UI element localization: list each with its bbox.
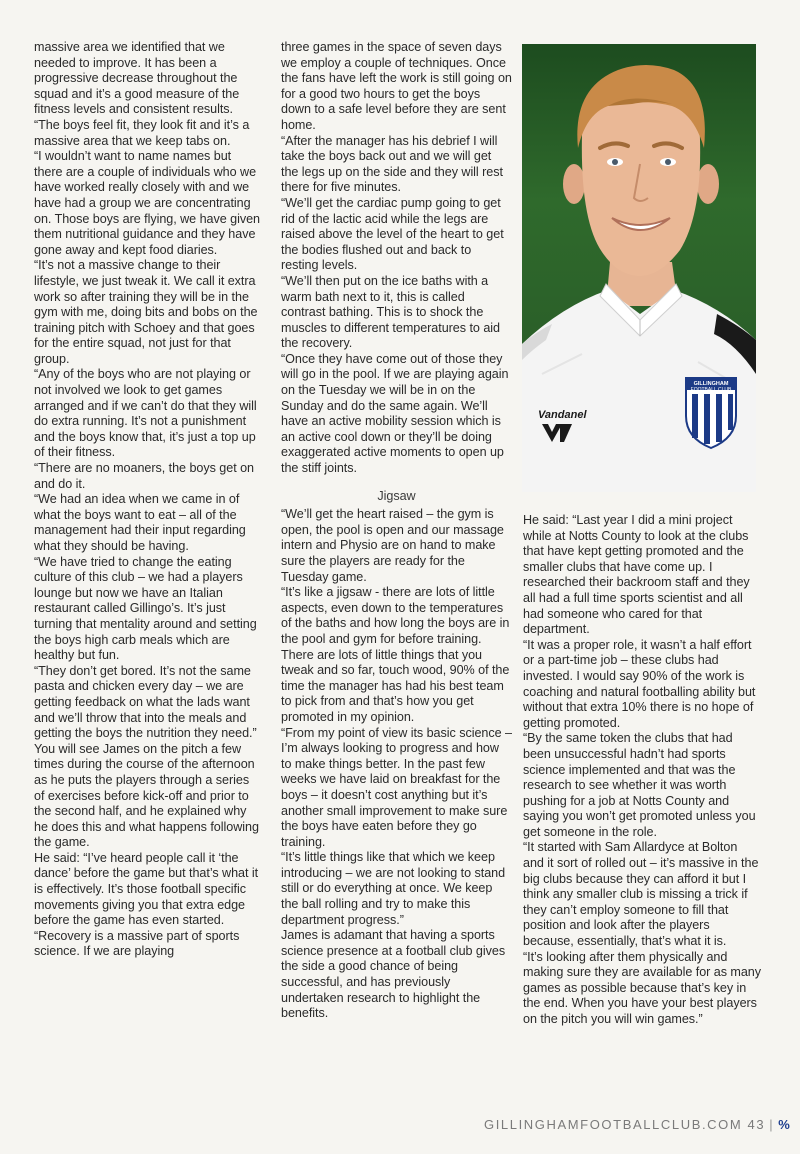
paragraph: “We’ll get the cardiac pump going to get rid of the lactic acid while the legs are raised above the level of the heart to get the bodies flushed out and back to resting levels.	[281, 195, 504, 273]
paragraph: “They don’t get bored. It’s not the same pasta and chicken every day – we are getting feedback on what the lads want and we’ll throw that into the meals and getting the boys the nutrition they need.”	[34, 663, 257, 741]
paragraph: “After the manager has his debrief I will take the boys back out and we will get the legs up on the side and they will rest there for five minutes.	[281, 133, 503, 195]
paragraph: “Once they have come out of those they will go in the pool. If we are playing again on the Tuesday we will be in on the Sunday and do the same again. We’ll have an active mobility session which is an active cool down or they’ll be doing exaggerated active moments to open up the stiff joints.	[281, 351, 509, 476]
player-portrait-illustration	[522, 44, 756, 492]
page-number: 43	[747, 1117, 766, 1132]
paragraph: “Recovery is a massive part of sports science. If we are playing	[34, 928, 240, 959]
footer-separator: |	[769, 1117, 775, 1132]
paragraph: “It’s little things like that which we keep introducing – we are not looking to stand still or do everything at once. We keep the ball rolling and try to make this department progress.”	[281, 850, 506, 927]
paragraph: “It’s not a massive change to their lifestyle, we just tweak it. We call it extra work so after training they will be in the gym with me, doing bits and bobs on the training pitch with Schoey and that goes for the entire squad, not just for that group.	[34, 258, 258, 366]
footer-mark-icon: %	[778, 1117, 790, 1132]
footer-site: GILLINGHAMFOOTBALLCLUB.COM	[484, 1117, 743, 1132]
paragraph: “By the same token the clubs that had been unsuccessful hadn’t had sports science implemented and that was the research to see whether it was worth pushing for a job at Notts County and saying you won’t get promoted unless you get someone in the role.	[523, 731, 756, 839]
paragraph: “It’s looking after them physically and making sure they are available for as many games as possible because that’s key in the end. When you have your best players on the pitch you will win games.”	[523, 949, 761, 1026]
paragraph: massive area we identified that we needed to improve. It has been a progressive decrease throughout the squad and it’s a good measure of the fitness levels and consistent results.	[34, 40, 240, 117]
paragraph: “There are no moaners, the boys get on and do it.	[34, 461, 255, 491]
paragraph: three games in the space of seven days we employ a couple of techniques. Once the fans have left the work is still going on for a good two hours to get the boys down to a safe level before they are sent home.	[281, 40, 512, 132]
paragraph: “We had an idea when we came in of what the boys want to eat – all of the management had their input regarding what they should be having.	[34, 492, 246, 553]
paragraph: “We’ll get the heart raised – the gym is open, the pool is open and our massage intern and Physio are on hand to make sure the players are ready for the Tuesday game.	[281, 507, 504, 584]
badge-text-line2: FOOTBALL CLUB	[690, 387, 732, 393]
sponsor-text: Vandanel	[538, 409, 587, 421]
club-badge	[686, 378, 736, 448]
page-footer	[484, 1117, 790, 1132]
paragraph: You will see James on the pitch a few times during the course of the afternoon as he puts the players through a series of exercises before kick-off and prior to the second half, and he explained why he does this and what happens following the game.	[34, 741, 259, 850]
paragraph: James is adamant that having a sports science presence at a football club gives the side a good chance of being successful, and has previously undertaken research to highlight the benefits.	[281, 928, 506, 1021]
paragraph: “From my point of view its basic science – I’m always looking to progress and how to make things better. In the past few weeks we have laid on breakfast for the boys – it doesn’t cost anything but it’s another small improvement to make sure the boys have eaten before they go training.	[281, 725, 512, 849]
paragraph: “It’s like a jigsaw - there are lots of little aspects, even down to the temperatures of the baths and how long the boys are in the pool and gym for before training. There are lots of little things that you tweak and so far, touch wood, 90% of the time the manager has had his best team to pick from and that’s how you get promoted in my opinion.	[281, 585, 510, 724]
column-1	[34, 40, 262, 960]
badge-text-line1: GILLINGHAM	[693, 381, 729, 387]
column-2	[281, 40, 512, 1022]
paragraph: He said: “Last year I did a mini project while at Notts County to look at the clubs that have kept getting promoted and the smaller clubs that have come up. I researched their backroom staff and they all had a full time sports scientist and all had someone who cared for that department.	[523, 513, 750, 637]
paragraph: “I wouldn’t want to name names but there are a couple of individuals who we have worked really closely with and we have had a group we are concentrating on. Those boys are flying, we have given them nutritional guidance and they have gone away and kept food diaries.	[34, 149, 260, 257]
paragraph: “Any of the boys who are not playing or not involved we look to get games arranged and if we can’t do that they will do extra running. It’s not a punishment and the boys know that, it’s just a top up of their fitness.	[34, 367, 257, 460]
paragraph: “We’ll then put on the ice baths with a warm bath next to it, this is called contrast bathing. This is to shock the muscles to different temperatures to aid the recovery.	[281, 273, 500, 351]
paragraph: “It started with Sam Allardyce at Bolton and it sort of rolled out – it’s massive in the big clubs because they can afford it but I think any smaller club is missing a trick if they can’t employ someone to fill that position and look after the players because, essentially, that’s what it is.	[523, 840, 759, 949]
subheading-jigsaw: Jigsaw	[377, 488, 416, 503]
player-photo	[522, 44, 756, 492]
column-3	[523, 513, 761, 1028]
paragraph: “The boys feel fit, they look fit and it’s a massive area that we keep tabs on.	[34, 117, 250, 148]
paragraph: “It was a proper role, it wasn’t a half effort or a part-time job – these clubs had invested. I would say 90% of the work is coaching and natural footballing ability but without that extra 10% there is no hope of getting promoted.	[523, 637, 756, 730]
paragraph: “We have tried to change the eating culture of this club – we had a players lounge but now we have an Italian restaurant called Gillingo’s. It’s just turning that mentality around and setting the boys high carb meals which are healthy but fun.	[34, 554, 257, 663]
paragraph: He said: “I’ve heard people call it ‘the dance’ before the game but that’s what it is effectively. It’s those football specific movements giving you that extra edge before the game has even started.	[34, 850, 259, 928]
